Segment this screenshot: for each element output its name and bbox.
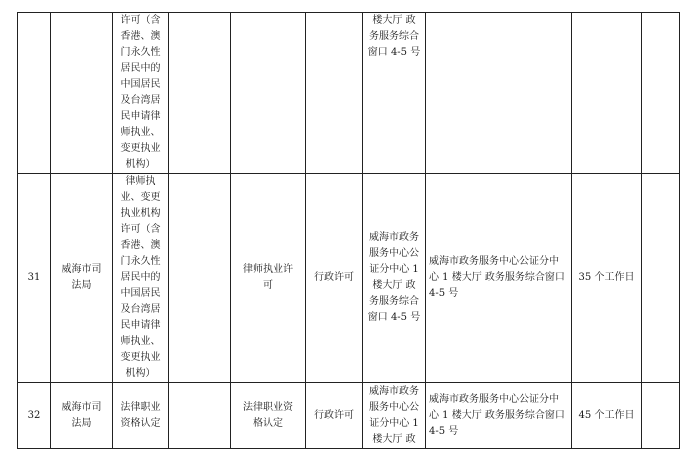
item-name-cell: 法律职业 资格认定 xyxy=(113,383,169,449)
service-items-table xyxy=(17,12,680,449)
row-number: 31 xyxy=(18,174,51,383)
table-row xyxy=(18,174,680,383)
department-cell: 威海市司 法局 xyxy=(51,174,113,383)
item-name-cell: 律师执 业、变更 执业机构 许可（含 香港、澳 门永久性 居民中的 中国居民 及台湾居 民申请律 师执业、 变更执业 机构） xyxy=(113,174,169,383)
handling-place-cell: 楼大厅 政 务服务综合 窗口 4-5 号 xyxy=(363,13,426,174)
department-cell xyxy=(51,13,113,174)
service-type-cell: 行政许可 xyxy=(306,174,363,383)
row-number xyxy=(18,13,51,174)
sub-item-cell xyxy=(169,383,231,449)
address-cell xyxy=(426,13,572,174)
time-limit-cell: 45 个工作日 xyxy=(572,383,642,449)
address-cell: 威海市政务服务中心公证分中心 1 楼大厅 政务服务综合窗口 4-5 号 xyxy=(426,174,572,383)
service-type-cell xyxy=(306,13,363,174)
note-cell xyxy=(642,383,680,449)
time-limit-cell: 35 个工作日 xyxy=(572,174,642,383)
service-type-cell: 行政许可 xyxy=(306,383,363,449)
note-cell xyxy=(642,13,680,174)
address-cell: 威海市政务服务中心公证分中心 1 楼大厅 政务服务综合窗口 4-5 号 xyxy=(426,383,572,449)
time-limit-cell xyxy=(572,13,642,174)
service-name-cell: 法律职业资 格认定 xyxy=(231,383,306,449)
table-row xyxy=(18,13,680,174)
sub-item-cell xyxy=(169,13,231,174)
service-name-cell: 律师执业许 可 xyxy=(231,174,306,383)
handling-place-cell: 威海市政务 服务中心公 证分中心 1 楼大厅 政 xyxy=(363,383,426,449)
note-cell xyxy=(642,174,680,383)
row-number: 32 xyxy=(18,383,51,449)
sub-item-cell xyxy=(169,174,231,383)
item-name-cell: 许可（含 香港、澳 门永久性 居民中的 中国居民 及台湾居 民申请律 师执业、 变更执业 机构） xyxy=(113,13,169,174)
service-name-cell xyxy=(231,13,306,174)
department-cell: 威海市司 法局 xyxy=(51,383,113,449)
handling-place-cell: 威海市政务 服务中心公 证分中心 1 楼大厅 政 务服务综合 窗口 4-5 号 xyxy=(363,174,426,383)
table-row xyxy=(18,383,680,449)
